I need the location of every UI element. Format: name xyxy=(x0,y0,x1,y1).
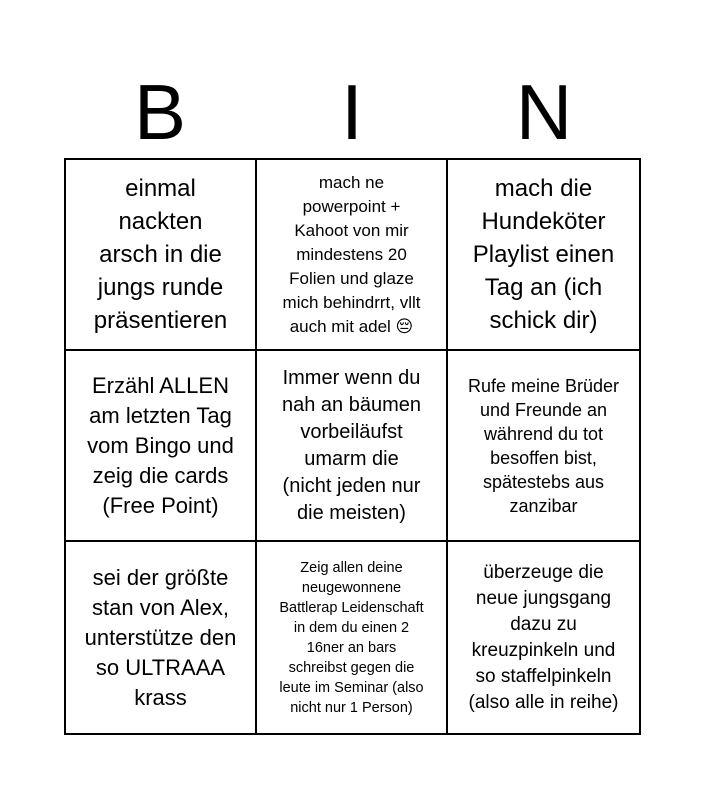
bingo-cell-r3-c1[interactable] xyxy=(66,542,257,733)
bingo-cell-r2-c1[interactable] xyxy=(66,351,257,542)
bingo-cell-text: Immer wenn du nah an bäumen vorbeiläufst umarm die (nicht jeden nur die meisten) xyxy=(281,366,421,524)
bingo-cell-r2-c2[interactable] xyxy=(257,351,448,542)
bingo-cell-r1-c1[interactable] xyxy=(66,160,257,351)
header-letter-b: B xyxy=(133,68,187,156)
bingo-cell-text: Erzähl ALLEN am letzten Tag vom Bingo und zeig die cards (Free Point) xyxy=(87,372,234,518)
bingo-cell-r3-c2[interactable] xyxy=(257,542,448,733)
bingo-cell-r3-c3[interactable] xyxy=(448,542,639,733)
bingo-cell-text: mach ne powerpoint + Kahoot von mir mindestens 20 Folien und glaze mich behindrrt, vllt auch mit adel 😔 xyxy=(282,172,421,336)
bingo-cell-r2-c3[interactable] xyxy=(448,351,639,542)
header-letter-n: N xyxy=(515,68,573,156)
bingo-cell-text: einmal nackten arsch in die jungs runde präsentieren xyxy=(93,175,228,334)
bingo-grid xyxy=(64,158,641,735)
bingo-cell-text: überzeuge die neue jungsgang dazu zu kreuzpinkeln und so staffelpinkeln (also alle in reihe) xyxy=(468,561,619,713)
bingo-cell-r1-c3[interactable] xyxy=(448,160,639,351)
header-letter-i: I xyxy=(341,68,363,156)
bingo-cell-text: Zeig allen deine neugewonnene Battlerap Leidenschaft in dem du einen 2 16ner an bars schreibst gegen die leute im Seminar (also nicht nur 1 Person) xyxy=(279,559,424,716)
bingo-cell-text: sei der größte stan von Alex, unterstütze den so ULTRAAA krass xyxy=(84,564,237,710)
bingo-header xyxy=(64,62,641,158)
bingo-cell-text: Rufe meine Brüder und Freunde an während du tot besoffen bist, spätestebs aus zanzibar xyxy=(467,375,620,516)
bingo-cell-text: mach die Hundeköter Playlist einen Tag an (ich schick dir) xyxy=(472,175,615,334)
bingo-cell-r1-c2[interactable] xyxy=(257,160,448,351)
